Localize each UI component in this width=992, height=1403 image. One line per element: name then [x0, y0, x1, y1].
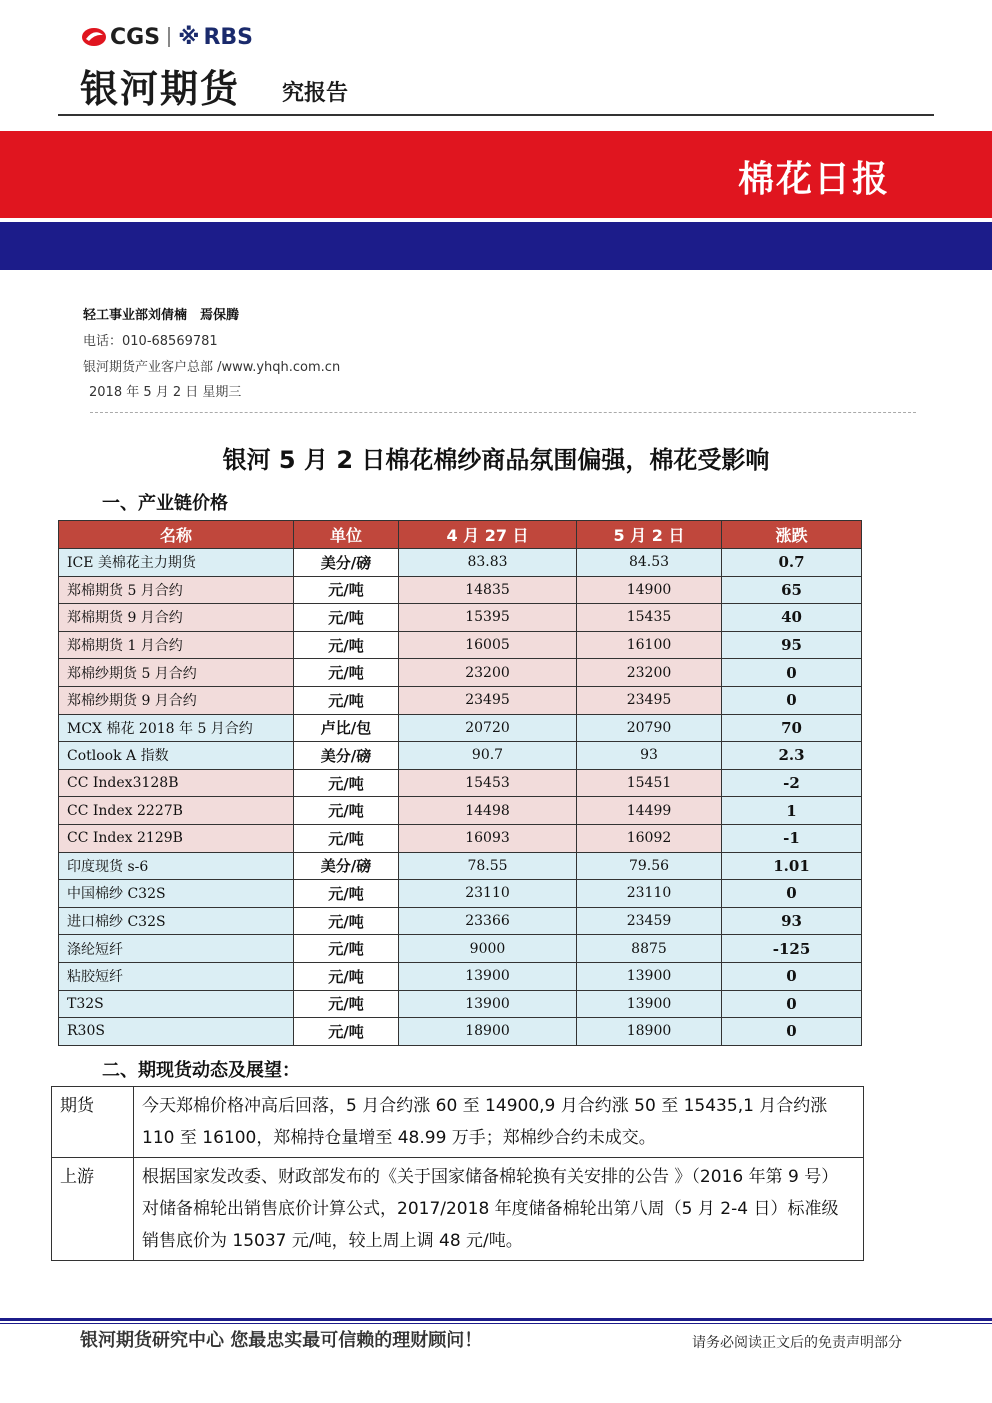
outlook-label: 上游	[52, 1158, 134, 1261]
cell-name: 粘胶短纤	[59, 962, 294, 990]
cell-change: 93	[722, 907, 862, 935]
cell-unit: 元/吨	[294, 935, 399, 963]
section-heading-prices: 一、产业链价格	[102, 493, 228, 514]
cell-cur: 79.56	[577, 852, 722, 880]
cell-prev: 18900	[399, 1018, 577, 1046]
header-change: 涨跌	[722, 521, 862, 549]
table-row	[59, 659, 862, 687]
table-row	[59, 907, 862, 935]
cell-change: -125	[722, 935, 862, 963]
cell-change: 0	[722, 1018, 862, 1046]
outlook-text: 根据国家发改委、财政部发布的《关于国家储备棉轮换有关安排的公告 》（2016 年第 9 号）对储备棉轮出销售底价计算公式，2017/2018 年度储备棉轮出第八周（5 月 2-4 日）标准级销售底价为 15037 元/吨，较上周上调 48 元/吨。	[134, 1158, 864, 1261]
outlook-row	[52, 1158, 864, 1261]
cell-name: 进口棉纱 C32S	[59, 907, 294, 935]
cell-cur: 23495	[577, 686, 722, 714]
cell-change: -1	[722, 824, 862, 852]
cell-unit: 元/吨	[294, 631, 399, 659]
cell-prev: 78.55	[399, 852, 577, 880]
cell-cur: 15451	[577, 769, 722, 797]
cell-prev: 23200	[399, 659, 577, 687]
cell-change: 70	[722, 714, 862, 742]
cell-unit: 元/吨	[294, 797, 399, 825]
table-row	[59, 990, 862, 1018]
cell-change: 95	[722, 631, 862, 659]
cell-unit: 元/吨	[294, 769, 399, 797]
cell-unit: 元/吨	[294, 1018, 399, 1046]
table-row	[59, 962, 862, 990]
cell-prev: 83.83	[399, 549, 577, 577]
cell-prev: 23495	[399, 686, 577, 714]
header-prev-date: 4 月 27 日	[399, 521, 577, 549]
cell-unit: 元/吨	[294, 907, 399, 935]
cell-cur: 84.53	[577, 549, 722, 577]
dashed-divider	[90, 412, 916, 413]
price-table-header	[59, 521, 862, 549]
cell-change: 1.01	[722, 852, 862, 880]
cell-unit: 美分/磅	[294, 742, 399, 770]
cell-prev: 15395	[399, 604, 577, 632]
cell-prev: 14835	[399, 576, 577, 604]
cell-change: 0.7	[722, 549, 862, 577]
website-line: 银河期货产业客户总部 /www.yhqh.com.cn	[83, 360, 341, 375]
cell-prev: 16005	[399, 631, 577, 659]
brand-name: 银河期货	[80, 67, 241, 111]
cell-prev: 23366	[399, 907, 577, 935]
cell-prev: 23110	[399, 880, 577, 908]
cell-prev: 13900	[399, 990, 577, 1018]
cell-name: CC Index3128B	[59, 769, 294, 797]
cell-unit: 元/吨	[294, 990, 399, 1018]
author-line: 轻工事业部刘倩楠 焉保腾	[83, 308, 240, 323]
footer-rule	[0, 1318, 992, 1321]
cell-prev: 16093	[399, 824, 577, 852]
cell-prev: 14498	[399, 797, 577, 825]
cell-name: 郑棉期货 5 月合约	[59, 576, 294, 604]
cell-name: 郑棉期货 9 月合约	[59, 604, 294, 632]
table-row	[59, 824, 862, 852]
cell-unit: 元/吨	[294, 686, 399, 714]
cell-unit: 元/吨	[294, 824, 399, 852]
logo-cgs-text: CGS	[110, 24, 161, 50]
cell-unit: 卢比/包	[294, 714, 399, 742]
cell-cur: 16100	[577, 631, 722, 659]
cell-unit: 元/吨	[294, 659, 399, 687]
cell-cur: 15435	[577, 604, 722, 632]
table-row	[59, 631, 862, 659]
cell-unit: 元/吨	[294, 576, 399, 604]
cell-unit: 元/吨	[294, 962, 399, 990]
logo-rbs-text: RBS	[203, 24, 254, 50]
footer-slogan: 银河期货研究中心 您最忠实最可信赖的理财顾问！	[80, 1330, 483, 1351]
header-cur-date: 5 月 2 日	[577, 521, 722, 549]
cell-cur: 8875	[577, 935, 722, 963]
table-row	[59, 852, 862, 880]
cell-unit: 元/吨	[294, 880, 399, 908]
outlook-row	[52, 1087, 864, 1158]
headline: 银河 5 月 2 日棉花棉纱商品氛围偏强，棉花受影响	[222, 446, 770, 474]
cell-cur: 13900	[577, 962, 722, 990]
cell-unit: 美分/磅	[294, 852, 399, 880]
logo-separator	[168, 27, 170, 47]
cell-prev: 90.7	[399, 742, 577, 770]
outlook-label: 期货	[52, 1087, 134, 1158]
cell-name: R30S	[59, 1018, 294, 1046]
cell-cur: 93	[577, 742, 722, 770]
cell-name: 中国棉纱 C32S	[59, 880, 294, 908]
cell-cur: 23459	[577, 907, 722, 935]
cell-name: 郑棉期货 1 月合约	[59, 631, 294, 659]
cell-change: 40	[722, 604, 862, 632]
cell-name: 印度现货 s-6	[59, 852, 294, 880]
cell-change: 0	[722, 686, 862, 714]
cell-name: 涤纶短纤	[59, 935, 294, 963]
price-table	[58, 520, 862, 1046]
cell-change: 1	[722, 797, 862, 825]
cell-change: 0	[722, 962, 862, 990]
cell-change: 0	[722, 880, 862, 908]
header-unit: 单位	[294, 521, 399, 549]
cell-prev: 15453	[399, 769, 577, 797]
cell-change: 65	[722, 576, 862, 604]
logo	[80, 22, 253, 52]
table-row	[59, 742, 862, 770]
cell-prev: 13900	[399, 962, 577, 990]
cell-cur: 23110	[577, 880, 722, 908]
outlook-text: 今天郑棉价格冲高后回落，5 月合约涨 60 至 14900,9 月合约涨 50 至 15435,1 月合约涨 110 至 16100，郑棉持仓量增至 48.99 万手；郑棉纱合约未成交。	[134, 1087, 864, 1158]
cell-cur: 18900	[577, 1018, 722, 1046]
table-row	[59, 935, 862, 963]
cell-cur: 23200	[577, 659, 722, 687]
report-title: 棉花日报	[737, 159, 890, 200]
cell-unit: 元/吨	[294, 604, 399, 632]
table-row	[59, 604, 862, 632]
phone-line: 电话：010-68569781	[83, 334, 218, 349]
table-row	[59, 714, 862, 742]
cell-name: CC Index 2227B	[59, 797, 294, 825]
outlook-table	[51, 1086, 864, 1261]
cgs-swirl-icon	[80, 26, 108, 48]
cell-change: 0	[722, 990, 862, 1018]
cell-name: Cotlook A 指数	[59, 742, 294, 770]
cell-name: ICE 美棉花主力期货	[59, 549, 294, 577]
header-rule	[58, 114, 934, 116]
table-row	[59, 880, 862, 908]
footer-disclaimer-note: 请务必阅读正文后的免责声明部分	[692, 1335, 902, 1351]
cell-prev: 20720	[399, 714, 577, 742]
cell-name: MCX 棉花 2018 年 5 月合约	[59, 714, 294, 742]
cell-cur: 14900	[577, 576, 722, 604]
date-line: 2018 年 5 月 2 日 星期三	[89, 385, 242, 400]
table-row	[59, 576, 862, 604]
rbs-mark-icon: ※	[178, 24, 200, 50]
header-name: 名称	[59, 521, 294, 549]
table-row	[59, 1018, 862, 1046]
cell-cur: 20790	[577, 714, 722, 742]
cell-cur: 14499	[577, 797, 722, 825]
cell-cur: 16092	[577, 824, 722, 852]
cell-name: 郑棉纱期货 9 月合约	[59, 686, 294, 714]
cell-change: 2.3	[722, 742, 862, 770]
section-heading-outlook: 二、期现货动态及展望：	[102, 1060, 300, 1081]
table-row	[59, 769, 862, 797]
cell-cur: 13900	[577, 990, 722, 1018]
table-row	[59, 797, 862, 825]
cell-name: 郑棉纱期货 5 月合约	[59, 659, 294, 687]
cell-change: -2	[722, 769, 862, 797]
blue-band	[0, 222, 992, 270]
cell-name: CC Index 2129B	[59, 824, 294, 852]
cell-name: T32S	[59, 990, 294, 1018]
cell-unit: 美分/磅	[294, 549, 399, 577]
footer-rule-thin	[0, 1323, 992, 1324]
report-type: 究报告	[282, 81, 349, 106]
cell-prev: 9000	[399, 935, 577, 963]
table-row	[59, 686, 862, 714]
title-band	[0, 131, 992, 218]
table-row	[59, 549, 862, 577]
cell-change: 0	[722, 659, 862, 687]
